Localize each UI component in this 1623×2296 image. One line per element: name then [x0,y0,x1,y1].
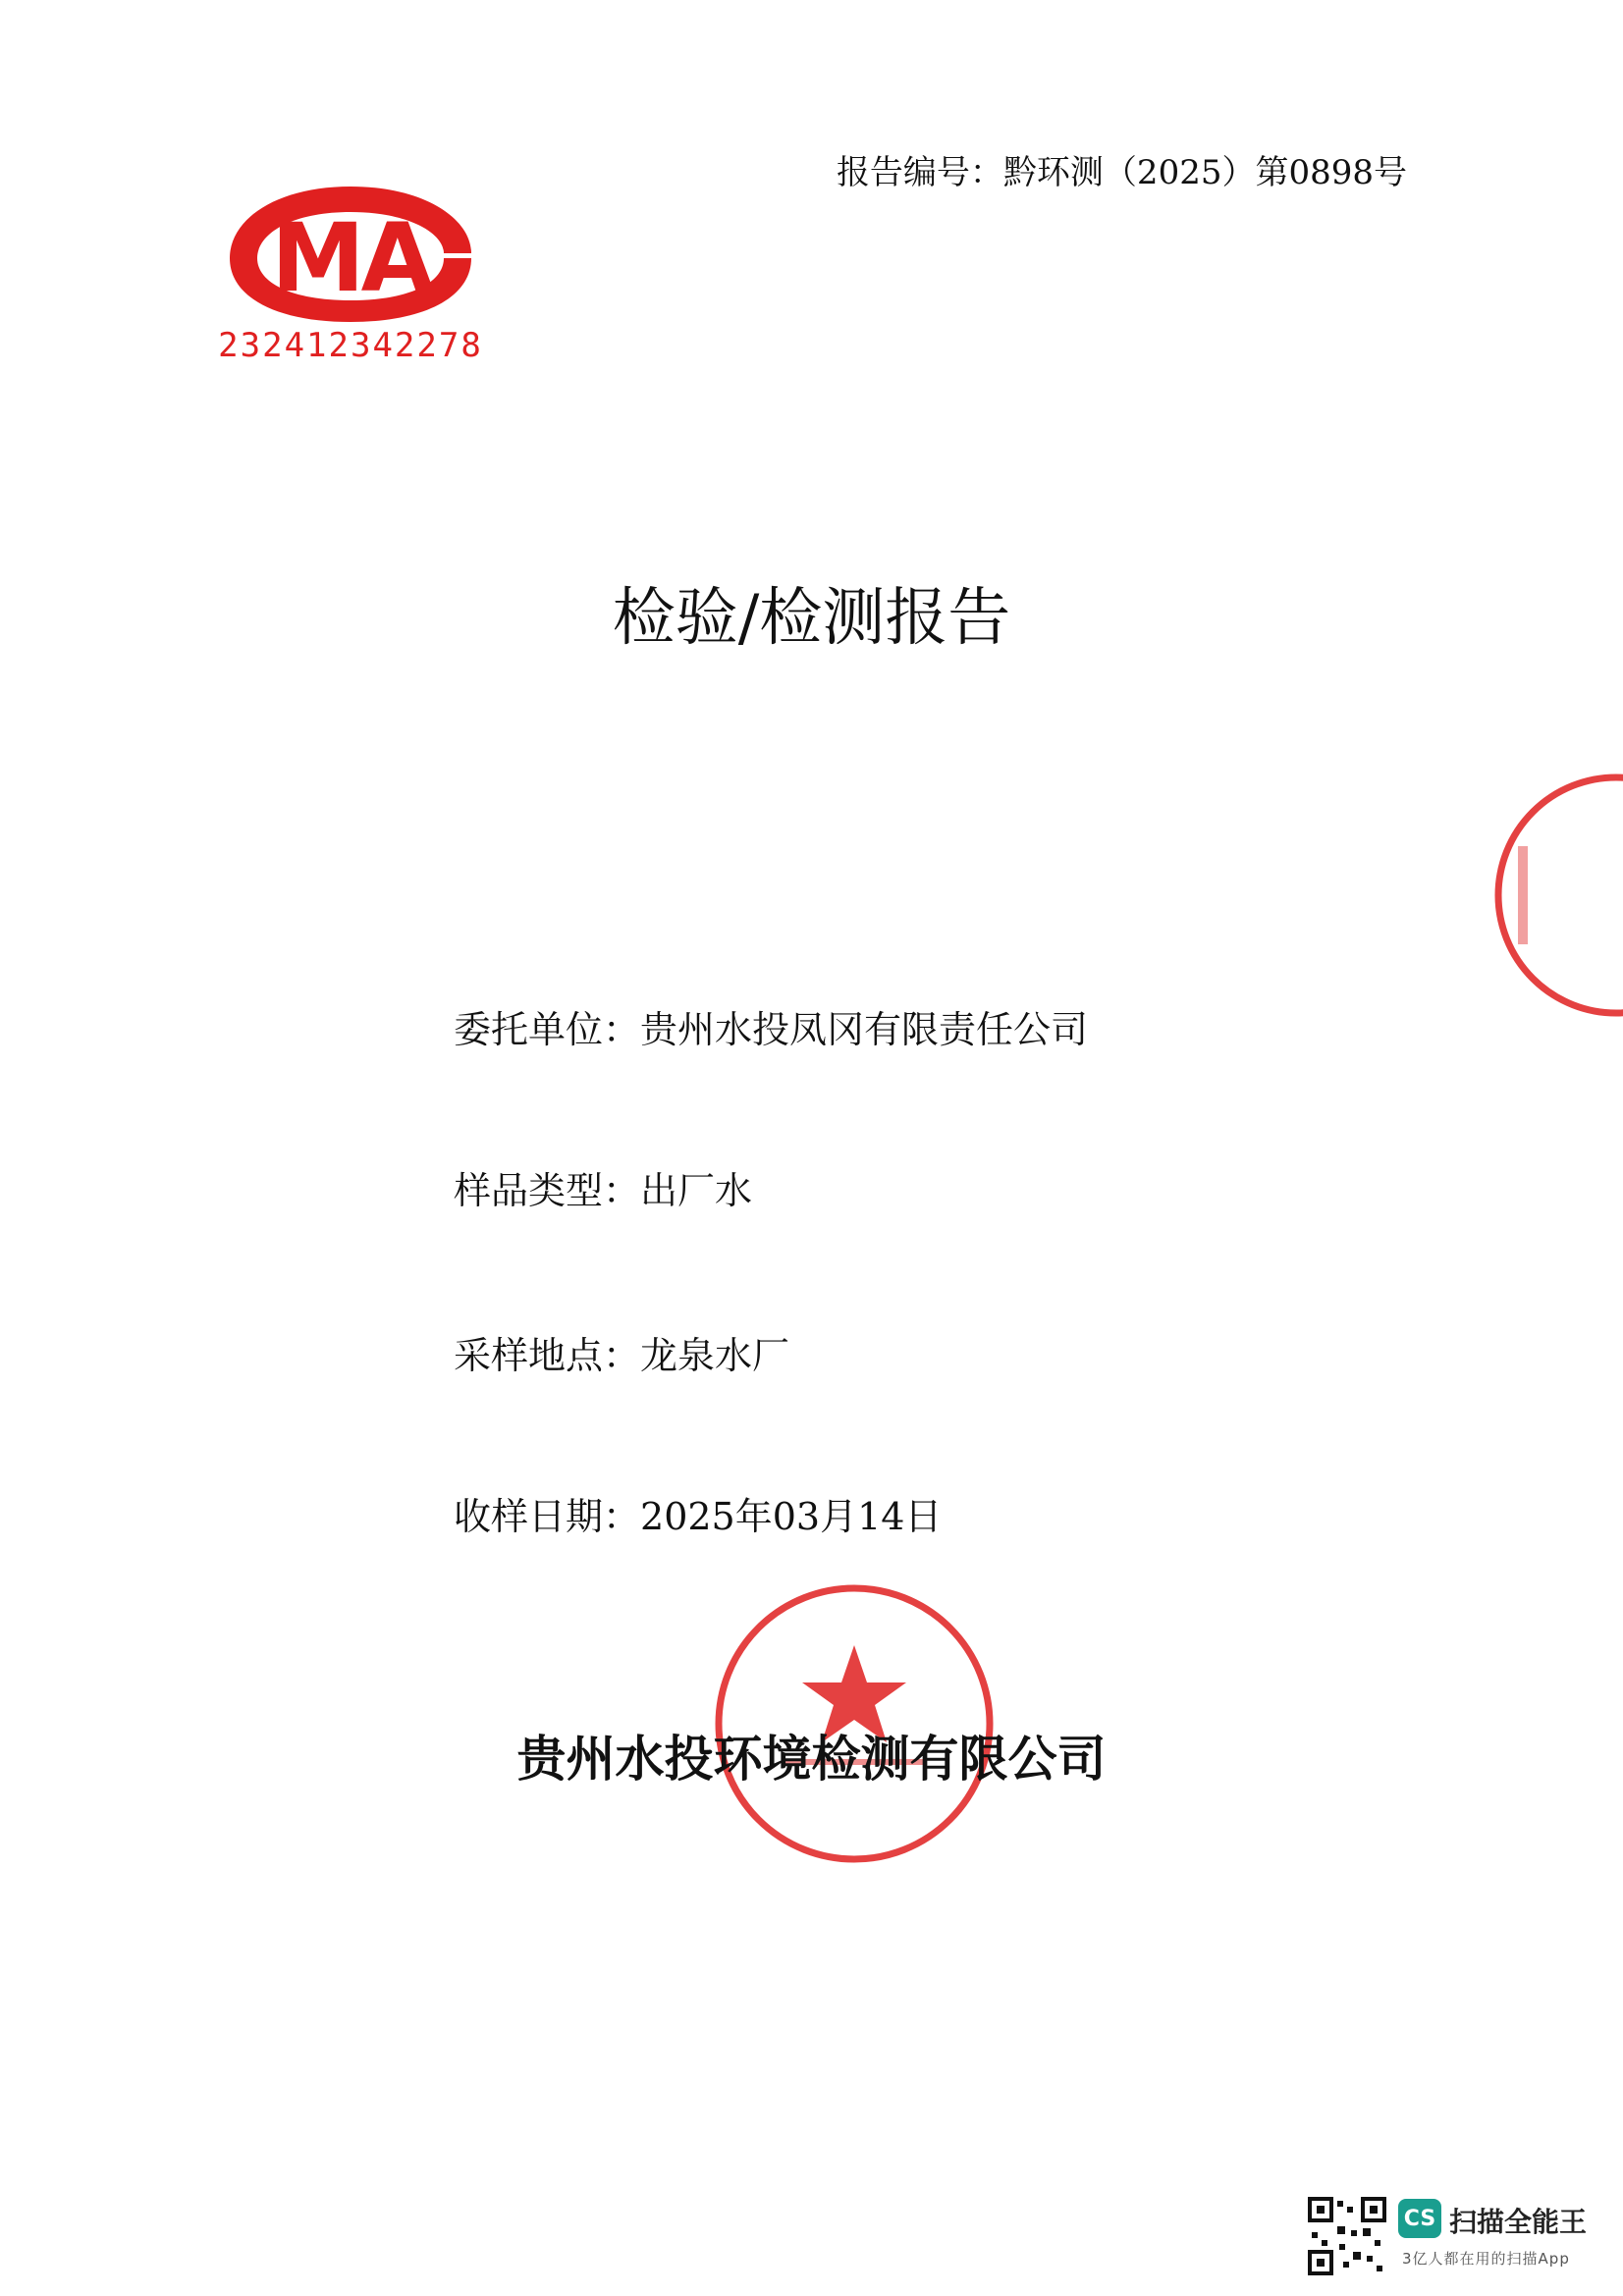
field-receive-date-label: 收样日期： [454,1495,641,1538]
camscanner-name: 扫描全能王 [1449,2206,1588,2238]
field-receive-date-value: 2025年03月14日 [640,1495,943,1538]
field-receive-date [454,1486,942,1540]
field-client-value: 贵州水投凤冈有限责任公司 [640,1008,1089,1051]
field-location [454,1325,789,1379]
cma-seal-icon [218,175,483,342]
cma-number: 232412342278 [218,326,483,365]
field-location-label: 采样地点： [454,1334,641,1377]
camscanner-tagline: 3亿人都在用的扫描App [1402,2250,1570,2268]
report-number: 报告编号：黔环测（2025）第0898号 [836,153,1407,192]
field-client [454,999,1088,1053]
edge-stamp-icon [1479,768,1623,1023]
page-title: 检验/检测报告 [612,582,1011,655]
camscanner-logo-icon: CS [1398,2199,1441,2238]
field-sample-type-label: 样品类型： [454,1169,641,1212]
field-sample-type-value: 出厂水 [640,1169,753,1212]
field-client-label: 委托单位： [454,1008,641,1051]
svg-text:MA: MA [271,203,430,313]
field-location-value: 龙泉水厂 [640,1334,790,1377]
qr-code-icon [1308,2197,1386,2275]
company-name: 贵州水投环境检测有限公司 [516,1731,1107,1788]
edge-stamp [1479,768,1623,1023]
field-sample-type [454,1160,752,1214]
